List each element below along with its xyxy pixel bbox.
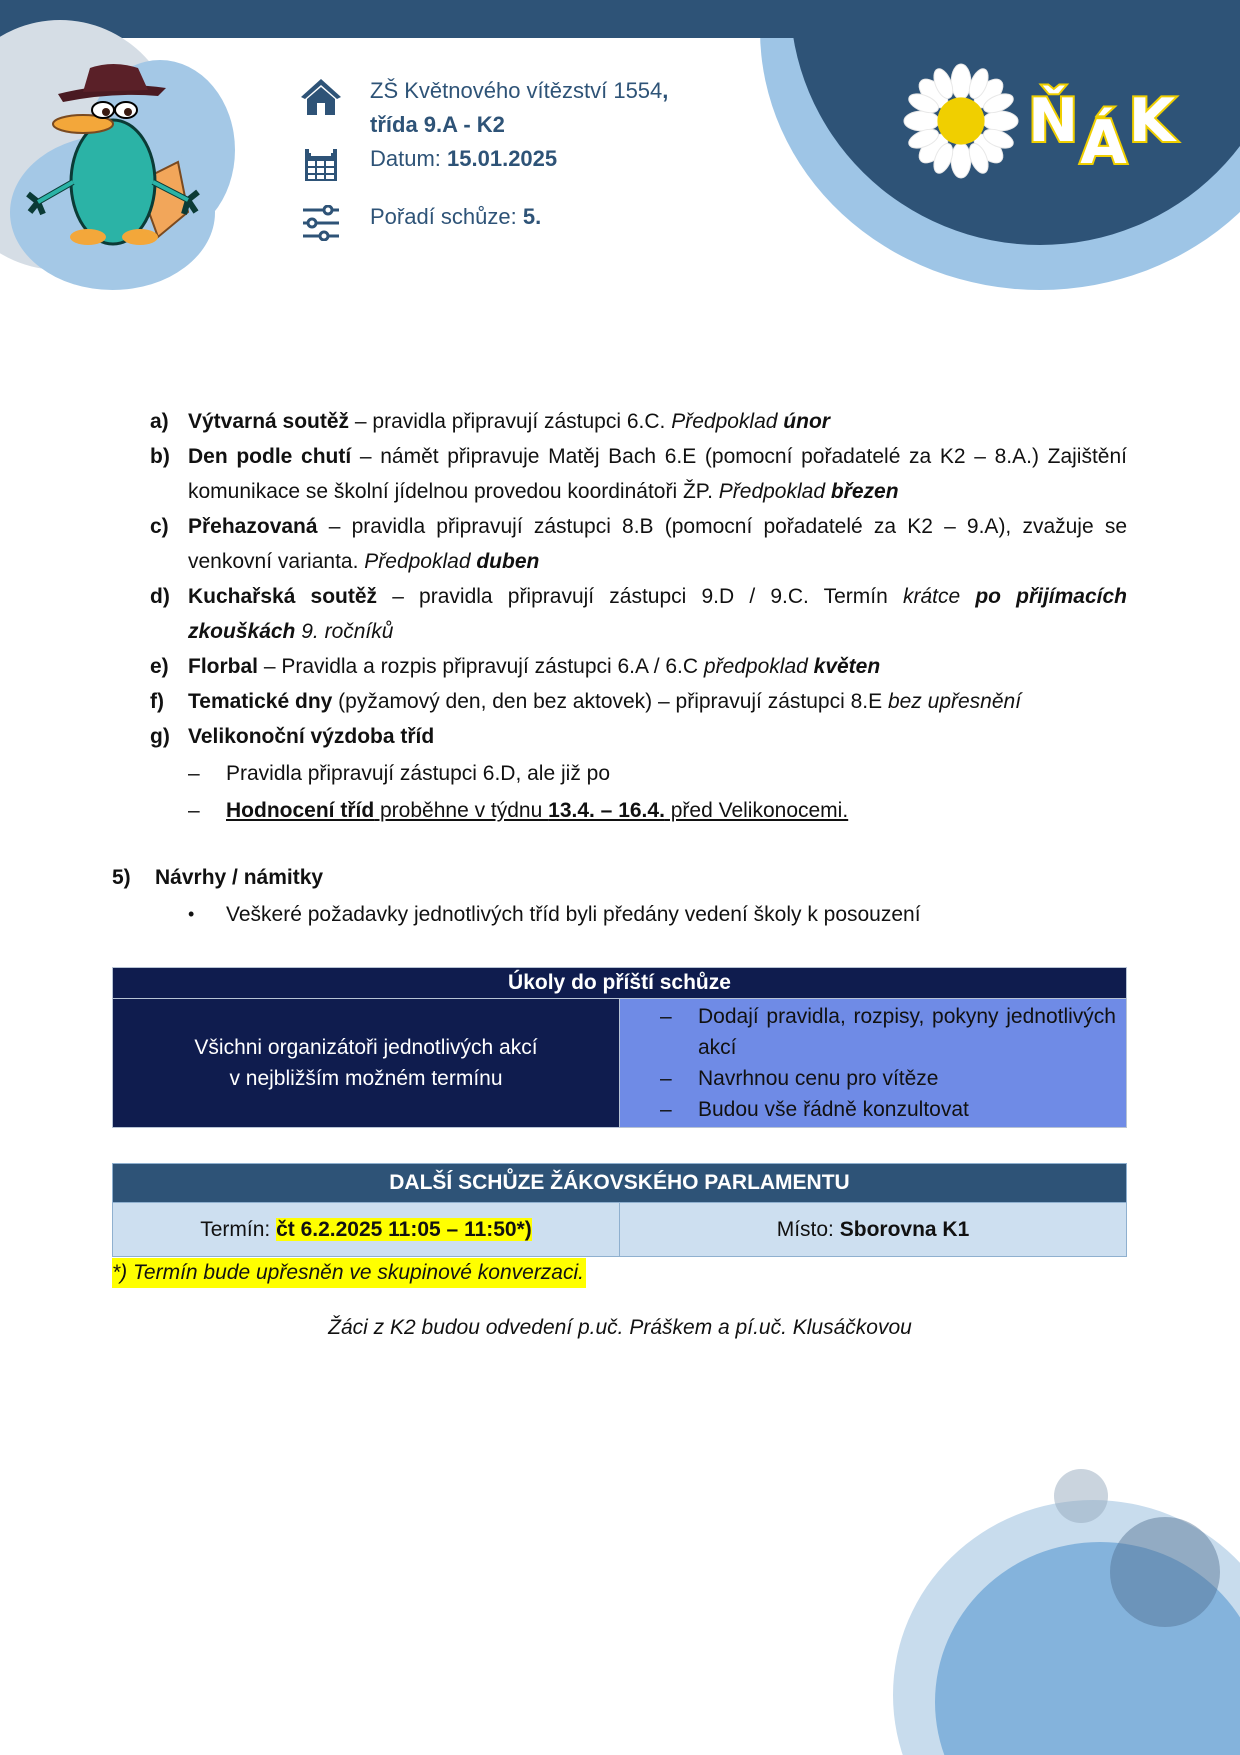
item-month: únor (783, 410, 830, 433)
next-meeting-header: DALŠÍ SCHŮZE ŽÁKOVSKÉHO PARLAMENTU (113, 1164, 1127, 1203)
item-text: – pravidla připravují zástupci 9.D / 9.C. Termín (377, 585, 903, 608)
parliament-logo (902, 62, 1177, 180)
date-row (298, 142, 668, 194)
item-marker: e) (150, 655, 169, 678)
dash-marker: – (660, 1005, 672, 1028)
sub-item (112, 756, 1127, 791)
sub-item (112, 793, 1127, 828)
item-italic: bez upřesnění (887, 690, 1022, 713)
tasks-table-header: Úkoly do příští schůze (113, 968, 1127, 999)
dash-marker: – (660, 1067, 672, 1090)
task-item (660, 1063, 1116, 1094)
school-name: ZŠ Květnového vítězství 1554 (370, 78, 663, 103)
item-text: – pravidla připravují zástupci 8.B (pomocní pořadatelé za K2 – 9.A), zvažuje se venkovní varianta. (188, 515, 1127, 573)
item-italic: 9. ročníků (295, 620, 394, 643)
item-term: po přijímacích zkouškách (188, 585, 1128, 643)
item-marker: a) (150, 410, 169, 433)
next-meeting-term-cell (113, 1203, 620, 1257)
daisy-icon (902, 62, 1020, 180)
logo-letter: Ň (1028, 86, 1081, 156)
item-month: březen (830, 480, 899, 503)
home-icon (298, 74, 344, 120)
tasks-responsible-cell (113, 999, 620, 1128)
item-marker: d) (150, 585, 170, 608)
item-italic: Předpoklad (718, 480, 831, 503)
item-text: – pravidla připravují zástupci 6.C. (349, 410, 672, 433)
item-marker: b) (150, 445, 170, 468)
platypus-mascot-image (18, 62, 218, 262)
agenda-item-d (112, 579, 1127, 649)
task-item (660, 1094, 1116, 1125)
logo-letter: K (1128, 86, 1178, 156)
sub-item-text (226, 793, 848, 828)
agenda-content (112, 404, 1127, 932)
item-marker: g) (150, 725, 170, 748)
item-title: Velikonoční výzdoba tříd (188, 725, 435, 748)
sliders-icon (298, 200, 344, 246)
place-label: Místo: (776, 1217, 840, 1241)
item-italic: předpoklad (703, 655, 814, 678)
sub-text: proběhne v týdnu (374, 799, 549, 822)
school-address-row (298, 74, 668, 142)
agenda-item-a (112, 404, 1127, 439)
responsible-line: v nejbližším možném termínu (229, 1067, 503, 1090)
section-title: Návrhy / námitky (155, 866, 324, 889)
dash-marker: – (660, 1098, 672, 1121)
decor-circle-small (1054, 1469, 1108, 1523)
item-title: Florbal (188, 655, 259, 678)
task-item (660, 1001, 1116, 1063)
logo-letter: Á (1080, 108, 1129, 178)
tasks-table (112, 967, 1127, 1128)
item-marker: c) (150, 515, 169, 538)
closing-note: Žáci z K2 budou odvedení p.uč. Práškem a pí.uč. Klusáčkovou (328, 1316, 912, 1339)
item-italic: Předpoklad (671, 410, 784, 433)
item-title: Den podle chutí (188, 445, 352, 468)
agenda-item-b (112, 439, 1127, 509)
evaluation-dates: 13.4. – 16.4. (548, 799, 665, 822)
agenda-item-g (112, 719, 1127, 754)
date-label: Datum: (370, 146, 448, 171)
item-italic: krátce (902, 585, 976, 608)
section-5-heading (112, 860, 1127, 895)
item-text: – námět připravuje Matěj Bach 6.E (pomocní pořadatelé za K2 – 8.A.) Zajištění komunikace se školní jídelnou provedou koordinátoři ŽP. (188, 445, 1128, 503)
item-title: Výtvarná soutěž (188, 410, 350, 433)
class-name: třída 9.A - K2 (370, 112, 505, 137)
tasks-list-cell (620, 999, 1127, 1128)
item-month: duben (476, 550, 540, 573)
item-text: – Pravidla a rozpis připravují zástupci 6.A / 6.C (258, 655, 704, 678)
order-value: 5. (522, 204, 542, 229)
task-text: Budou vše řádně konzultovat (698, 1098, 969, 1121)
item-title: Přehazovaná (188, 515, 318, 538)
item-title: Kuchařská soutěž (188, 585, 378, 608)
calendar-icon (298, 142, 344, 188)
meeting-order-row (298, 200, 668, 246)
task-text: Dodají pravidla, rozpisy, pokyny jednotlivých akcí (698, 1005, 1116, 1059)
dash-marker: – (188, 762, 200, 785)
task-text: Navrhnou cenu pro vítěze (698, 1067, 939, 1090)
place-value: Sborovna K1 (839, 1217, 970, 1241)
evaluation-label: Hodnocení tříd (226, 799, 375, 822)
item-marker: f) (150, 690, 164, 713)
term-value: čt 6.2.2025 11:05 – 11:50*) (276, 1217, 532, 1241)
order-label: Pořadí schůze: (370, 204, 523, 229)
term-label: Termín: (200, 1217, 277, 1241)
dash-marker: – (188, 799, 200, 822)
responsible-line: Všichni organizátoři jednotlivých akcí (194, 1036, 538, 1059)
meeting-info (298, 74, 668, 246)
section-number: 5) (112, 866, 131, 889)
comma: , (662, 78, 669, 103)
next-meeting-table (112, 1163, 1127, 1257)
agenda-item-c (112, 509, 1127, 579)
date-value: 15.01.2025 (447, 146, 558, 171)
bullet-item (112, 897, 1127, 932)
next-meeting-place-cell (620, 1203, 1127, 1257)
agenda-item-f (112, 684, 1127, 719)
item-month: květen (813, 655, 881, 678)
footnote: *) Termín bude upřesněn ve skupinové konverzaci. (112, 1258, 586, 1288)
agenda-item-e (112, 649, 1127, 684)
bullet-text: Veškeré požadavky jednotlivých tříd byli předány vedení školy k posouzení (226, 903, 921, 926)
item-text: (pyžamový den, den bez aktovek) – připravují zástupci 8.E (332, 690, 888, 713)
logo-text (1028, 86, 1178, 178)
item-title: Tematické dny (188, 690, 333, 713)
top-banner-overlay (0, 0, 1240, 38)
sub-text: před Velikonocemi. (664, 799, 849, 822)
item-italic: Předpoklad (364, 550, 477, 573)
sub-item-text: Pravidla připravují zástupci 6.D, ale již po (226, 762, 611, 785)
decor-circle-gray (1110, 1517, 1220, 1627)
bullet-icon: • (188, 904, 195, 924)
